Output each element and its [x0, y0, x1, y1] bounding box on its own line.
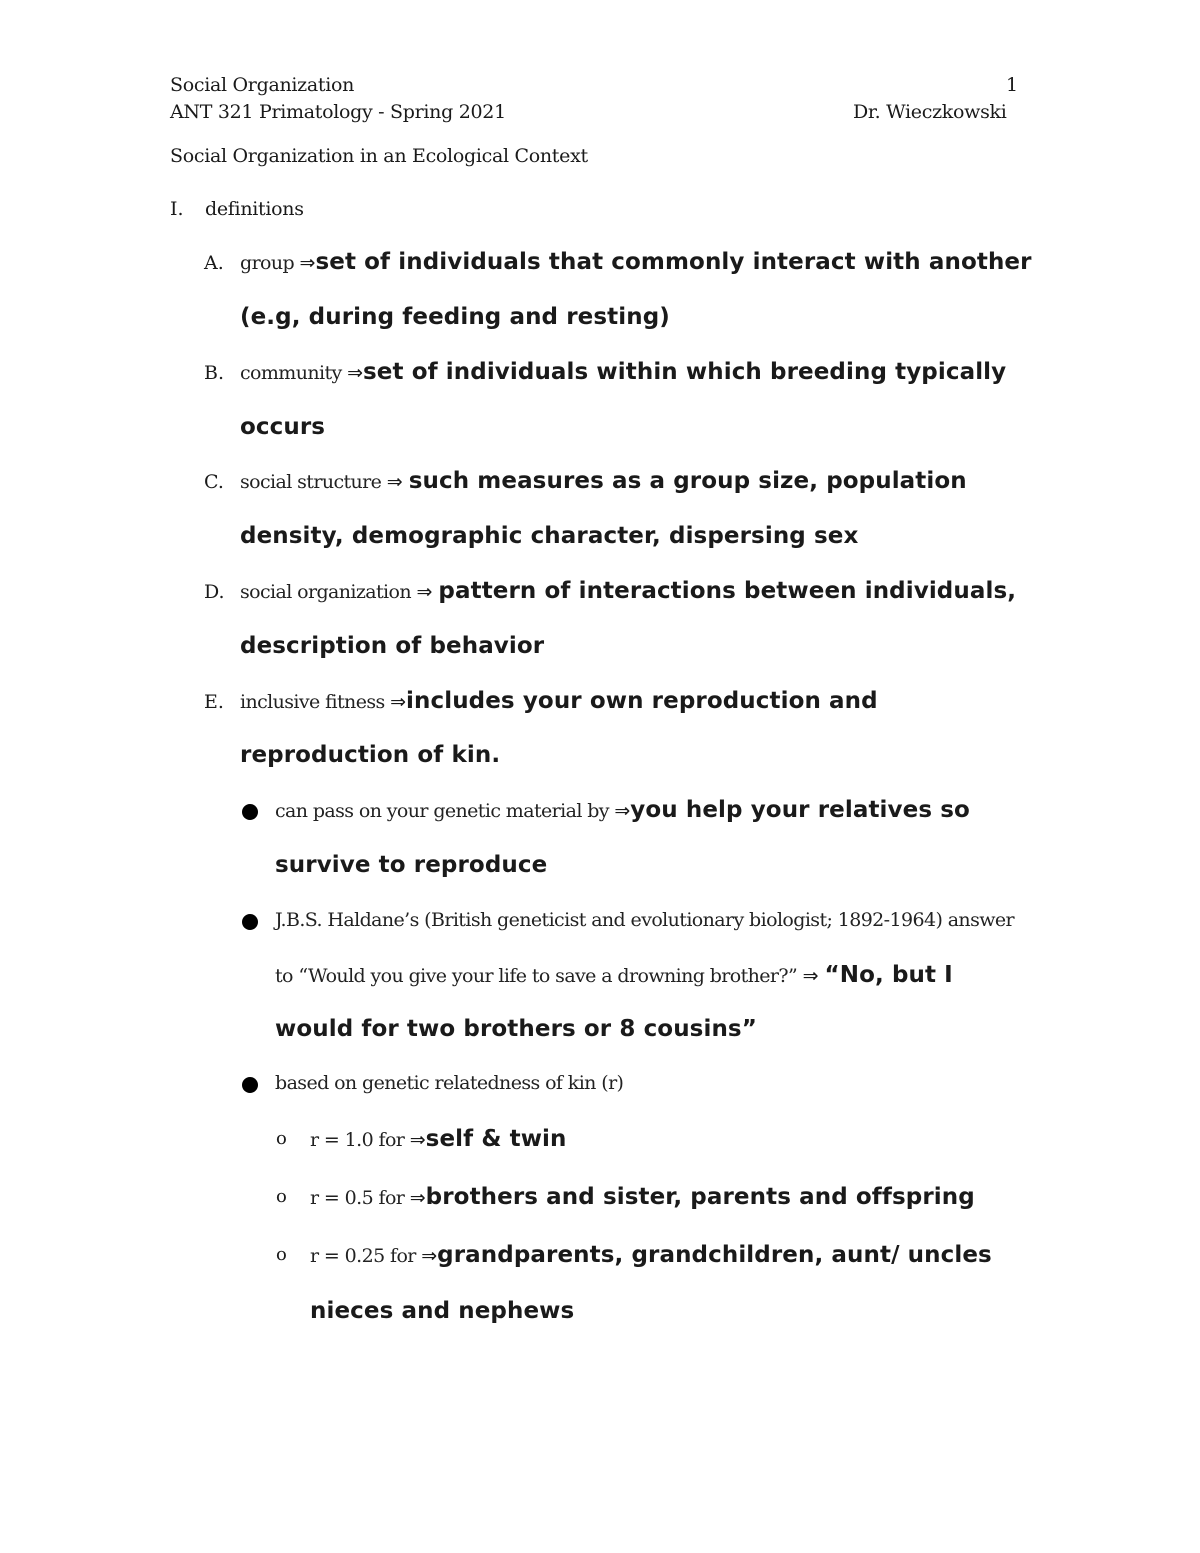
sub-bullet-3-line-2: nieces and nephews [310, 1298, 575, 1324]
bullet-1-line-2: survive to reproduce [275, 852, 548, 878]
arrow-icon: ⇒ [347, 362, 363, 384]
item-e-definition: includes your own reproduction and [406, 688, 878, 714]
bullet-icon [242, 914, 258, 930]
item-a-term: group [240, 252, 300, 274]
bullet-1-text: can pass on your genetic material by [275, 800, 615, 822]
sub-bullet-1-text: r = 1.0 for [310, 1129, 410, 1151]
header-title: Social Organization [170, 74, 355, 96]
item-d-term: social organization [240, 581, 417, 603]
item-b-definition: set of individuals within which breeding typically [363, 359, 1007, 385]
document-title: Social Organization in an Ecological Context [170, 145, 588, 167]
sub-bullet-2-text: r = 0.5 for [310, 1187, 410, 1209]
section-marker: I. [170, 198, 184, 220]
course-name: ANT 321 Primatology - Spring 2021 [170, 101, 506, 123]
item-d-line-2: description of behavior [240, 633, 545, 659]
page-number: 1 [1006, 74, 1018, 96]
circle-bullet-icon: o [276, 1244, 287, 1265]
sub-bullet-2-bold: brothers and sister, parents and offspring [425, 1184, 975, 1210]
bullet-2-bold: “No, but I [824, 962, 953, 988]
item-b-term: community [240, 362, 348, 384]
arrow-icon: ⇒ [416, 581, 439, 603]
bullet-2-line-2 [275, 962, 953, 988]
arrow-icon: ⇒ [409, 1187, 426, 1209]
bullet-icon [242, 804, 258, 820]
bullet-2-line-3: would for two brothers or 8 cousins” [275, 1016, 757, 1042]
circle-bullet-icon: o [276, 1128, 287, 1149]
item-a-marker: A. [204, 252, 224, 274]
sub-bullet-3-line-1 [310, 1242, 992, 1268]
item-c-definition: such measures as a group size, population [408, 468, 967, 494]
item-c-marker: C. [204, 471, 224, 493]
item-e-term: inclusive fitness [240, 691, 391, 713]
bullet-1-line-1 [275, 797, 970, 823]
arrow-icon: ⇒ [299, 252, 316, 274]
sub-bullet-2 [310, 1184, 975, 1210]
item-b-line-1 [240, 359, 1006, 385]
bullet-3-line: based on genetic relatedness of kin (r) [275, 1072, 624, 1094]
item-b-line-2: occurs [240, 414, 326, 440]
item-a-line-2: (e.g, during feeding and resting) [240, 304, 670, 330]
arrow-icon: ⇒ [386, 471, 409, 493]
section-label: definitions [205, 198, 304, 220]
instructor-name: Dr. Wieczkowski [853, 101, 1007, 123]
item-e-line-2: reproduction of kin. [240, 742, 501, 768]
arrow-icon: ⇒ [614, 800, 631, 822]
item-c-term: social structure [240, 471, 387, 493]
sub-bullet-3-text: r = 0.25 for [310, 1245, 422, 1267]
item-c-line-2: density, demographic character, dispersing sex [240, 523, 859, 549]
sub-bullet-1-bold: self & twin [425, 1126, 567, 1152]
bullet-icon [242, 1077, 258, 1093]
circle-bullet-icon: o [276, 1186, 287, 1207]
arrow-icon: ⇒ [802, 965, 825, 987]
bullet-1-bold: you help your relatives so [630, 797, 970, 823]
item-d-definition: pattern of interactions between individuals, [438, 578, 1017, 604]
item-d-marker: D. [204, 581, 225, 603]
item-e-line-1 [240, 688, 878, 714]
arrow-icon: ⇒ [421, 1245, 438, 1267]
arrow-icon: ⇒ [390, 691, 407, 713]
item-b-marker: B. [204, 362, 225, 384]
item-e-marker: E. [204, 691, 224, 713]
bullet-2-line-1: J.B.S. Haldane’s (British geneticist and evolutionary biologist; 1892-1964) answer [275, 909, 1015, 931]
sub-bullet-1 [310, 1126, 567, 1152]
arrow-icon: ⇒ [409, 1129, 426, 1151]
item-a-definition: set of individuals that commonly interact with another [315, 249, 1032, 275]
item-c-line-1 [240, 468, 967, 494]
item-a-line-1 [240, 249, 1032, 275]
item-d-line-1 [240, 578, 1016, 604]
bullet-2-quote: to “Would you give your life to save a drowning brother?” [275, 965, 803, 987]
sub-bullet-3-bold: grandparents, grandchildren, aunt/ uncles [437, 1242, 992, 1268]
